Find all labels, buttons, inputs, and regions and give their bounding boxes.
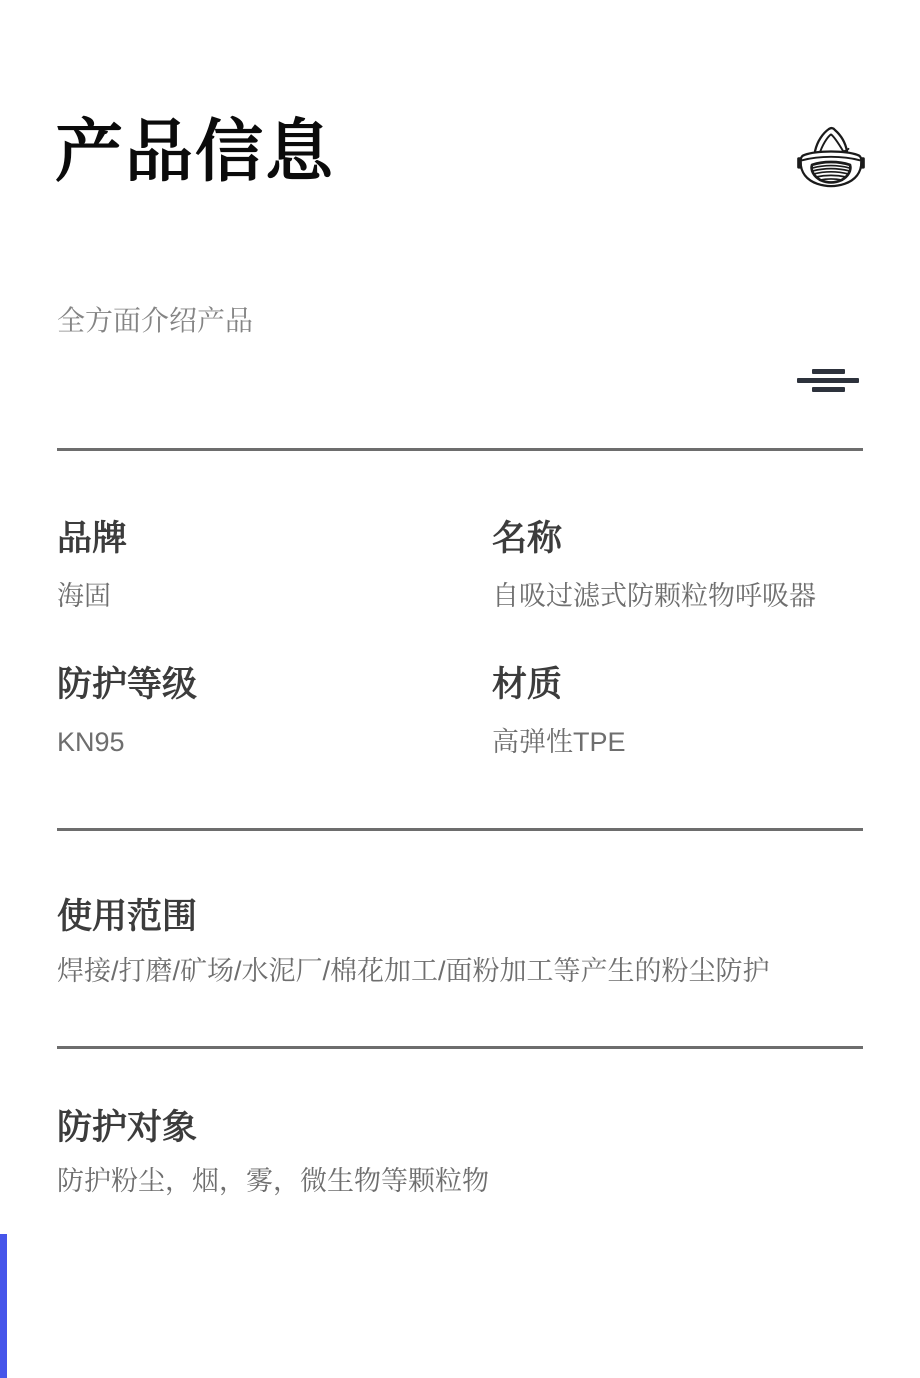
spec-value-name: 自吸过滤式防颗粒物呼吸器: [492, 581, 816, 611]
section-title-usage-scope: 使用范围: [57, 897, 198, 936]
spec-label-material: 材质: [492, 665, 563, 704]
spec-value-protection-level: KN95: [57, 727, 125, 757]
spec-label-name: 名称: [492, 519, 563, 558]
spec-value-material: 高弹性TPE: [492, 727, 626, 757]
spec-value-brand: 海固: [57, 581, 111, 611]
divider-bottom: [57, 1046, 863, 1049]
spec-label-brand: 品牌: [57, 519, 128, 558]
divider-top: [57, 448, 863, 451]
section-title-protection-target: 防护对象: [57, 1108, 198, 1147]
page-title: 产品信息: [55, 114, 336, 190]
triple-line-decoration-icon: [797, 369, 859, 392]
decoration-bar-bottom: [812, 387, 845, 392]
section-content-protection-target: 防护粉尘，烟，雾，微生物等颗粒物: [57, 1166, 489, 1196]
section-content-usage-scope: 焊接/打磨/矿场/水泥厂/棉花加工/面粉加工等产生的粉尘防护: [57, 956, 770, 986]
respirator-mask-icon: [793, 120, 869, 196]
decoration-bar-top: [812, 369, 845, 374]
page-subtitle: 全方面介绍产品: [57, 305, 254, 336]
divider-middle: [57, 828, 863, 831]
spec-label-protection-level: 防护等级: [57, 665, 198, 704]
left-edge-accent-bar: [0, 1234, 7, 1378]
decoration-bar-middle: [797, 378, 859, 383]
